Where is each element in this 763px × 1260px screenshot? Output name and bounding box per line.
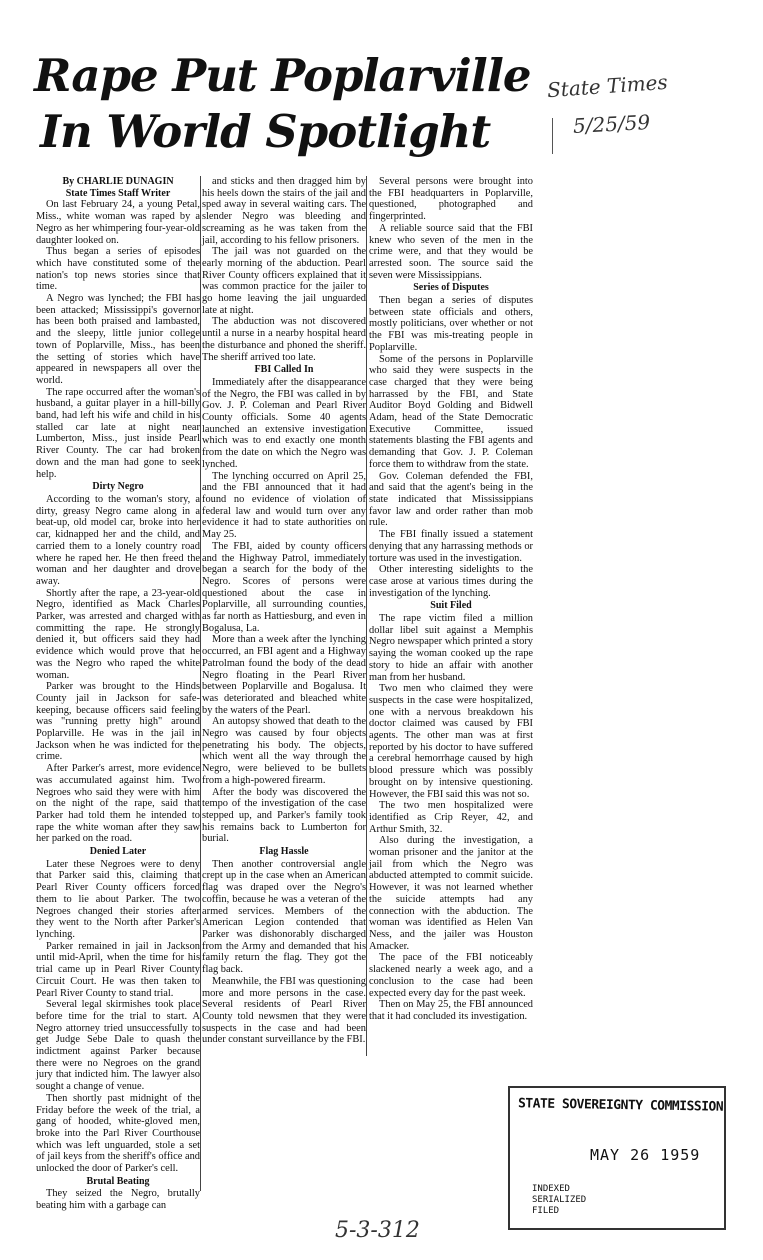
section-subhead: Flag Hassle [259, 846, 309, 858]
article-paragraph: Several persons were brought into the FBI headquarters in Poplarville, questioned, photographed and fingerprinted. [369, 176, 533, 223]
article-paragraph: The lynching occurred on April 25, and the FBI announced that it had found no evidence of violation of federal law and would turn over any evidence it had to state authorities on May 25. [202, 470, 366, 541]
article-paragraph: Then on May 25, the FBI announced that it had concluded its investigation. [369, 999, 533, 1022]
article-paragraph: Other interesting sidelights to the case arose at various times during the investigation of the lynching. [369, 564, 533, 599]
article-paragraph: Shortly after the rape, a 23-year-old Negro, identified as Mack Charles Parker, was arrested and charged with committing the rape. He strongly denied it, but officers said they had evidence which would prove that he was the Negro who raped the white woman. [36, 587, 200, 681]
article-paragraph: Several legal skirmishes took place before time for the trial to start. A Negro attorney tried unsuccessfully to get Judge Sebe Dale to quash the indictment against Parker because there were no Negroes on the grand jury that indicted him. The lawyer also sought a change of venue. [36, 999, 200, 1093]
section-subhead: Dirty Negro [92, 481, 144, 493]
article-paragraph: According to the woman's story, a dirty, greasy Negro came along in a beat-up, old model car, broke into her car, kidnapped her and the child, and carried them to a lonely country road where he raped her. He then freed the woman and her daughter and drove away. [36, 493, 200, 587]
section-subhead: Series of Disputes [413, 282, 489, 294]
stamp-item-serialized: SERIALIZED [532, 1195, 587, 1205]
article-column-3 [369, 176, 533, 1023]
article-paragraph: Parker was brought to the Hinds County jail in Jackson for safe-keeping, because officers said feeling was "running pretty high" around Poplarville. He was in the jail in Jackson when he was indicted for the crime. [36, 681, 200, 763]
stamp-item-indexed: INDEXED [532, 1184, 570, 1194]
article-paragraph: They seized the Negro, brutally beating him with a garbage can [36, 1188, 200, 1212]
article-paragraph: The FBI, aided by county officers and the Highway Patrol, immediately began a search for the body of the Negro. Scores of persons were questioned about the case in Poplarville, all surrounding counties, as far north as Hattiesburg, and even in Bogalusa, La. [202, 540, 366, 634]
article-paragraph: Immediately after the disappearance of the Negro, the FBI was called in by Gov. J. P. Coleman and Pearl River County officials. Some 40 agents launched an extensive investigation which was to end exactly one month from the date on which the Negro was lynched. [202, 376, 366, 470]
article-column-2 [202, 176, 366, 1046]
article-paragraph: After the body was discovered the tempo of the investigation of the case stepped up, and Parker's family took his remains back to Lumberton for burial. [202, 786, 366, 845]
column-rule [200, 176, 201, 1191]
article-paragraph: Also during the investigation, a woman prisoner and the janitor at the jail from which the Negro was abducted attempted to commit suicide. However, it was not learned whether the suicide attempts had any connection with the abduction. The woman was identified as Helen Van Ness, and the jailer was Houston Amacker. [369, 835, 533, 952]
article-paragraph: The pace of the FBI noticeably slackened nearly a week ago, and a conclusion to the case had been expected every day for the past week. [369, 952, 533, 999]
headline-line-1: Rape Put Poplarville [34, 49, 531, 102]
article-paragraph: The two men hospitalized were identified as Crip Reyer, 42, and Arthur Smith, 32. [369, 800, 533, 835]
article-paragraph: The jail was not guarded on the early morning of the abduction. Pearl River County officers explained that it was common practice for the jailer to go home leaving the jail unguarded late at night. [202, 246, 366, 316]
section-subhead: Suit Filed [430, 600, 472, 612]
article-paragraph: Then began a series of disputes between state officials and others, mostly politicians, over whether or not the FBI was mis-treating people in Poplarville. [369, 295, 533, 353]
article-paragraph: A Negro was lynched; the FBI has been attacked; Mississippi's governor has been both praised and lambasted, and the sleepy, little junior college town of Poplarville, Miss., has been the setting of stories which have appeared in newspapers all over the world. [36, 293, 200, 386]
column-rule [366, 176, 367, 1056]
margin-mark [552, 118, 553, 154]
article-paragraph: Then shortly past midnight of the Friday before the week of the trial, a gang of hooded, white-gloved men, broke into the Parl River Courthouse which was left unguarded, stole a set of jail keys from the sheriff's office and unlocked the door of Parker's cell. [36, 1092, 200, 1175]
commission-stamp [508, 1086, 726, 1230]
article-paragraph: The rape victim filed a million dollar libel suit against a Memphis Negro newspaper which printed a story saying the woman cooked up the rape story to hide an affair with another man from her husband. [369, 613, 533, 683]
article-paragraph: An autopsy showed that death to the Negro was caused by four objects penetrating his body. The objects, which went all the way through the Negro, were believed to be bullets from a high-powered firearm. [202, 716, 366, 786]
section-subhead: FBI Called In [254, 364, 314, 376]
article-paragraph: Parker remained in jail in Jackson until mid-April, when the time for his trial came up in Pearl River County Circuit Court. He was then taken to Pearl River County to stand trial. [36, 940, 200, 999]
stamp-date: MAY 26 1959 [590, 1146, 701, 1164]
article-paragraph: The rape occurred after the woman's husband, a guitar player in a hill-billy band, had left his wife and child in his stalled car late at night near Lumberton, Miss., just inside Pearl River County. The car had broken down and the man had gone to seek help. [36, 386, 200, 480]
article-paragraph: More than a week after the lynching occurred, an FBI agent and a Highway Patrolman found the body of the dead Negro floating in the Pearl River between Poplarville and Bogalusa. It was deteriorated and bleached white by the waters of the Pearl. [202, 634, 366, 716]
article-paragraph: Later these Negroes were to deny that Parker said this, claiming that Pearl River County officers forced them to lie about Parker. The two Negroes changed their stories after they went to the North after Parker's lynching. [36, 858, 200, 940]
byline-role: State Times Staff Writer [65, 187, 171, 199]
article-paragraph: On last February 24, a young Petal, Miss., white woman was raped by a Negro as her whimpering four-year-old daughter looked on. [36, 199, 200, 246]
article-paragraph: Then another controversial angle crept up in the case when an American flag was draped over the Negro's coffin, because he was a veteran of the armed services. Members of the American Legion contended that Parker was dishonorably discharged from the Army and demanded that his family return the flag. They got the flag back. [202, 858, 366, 976]
article-paragraph: and sticks and then dragged him by his heels down the stairs of the jail and sped away in several waiting cars. The slender Negro was bleeding and screaming as he was taken from the jail, according to his fellow prisoners. [202, 176, 366, 246]
article-paragraph: The abduction was not discovered until a nurse in a nearby hospital heard the disturbance and phoned the sheriff. The sheriff arrived too late. [202, 316, 366, 363]
article-paragraph: A reliable source said that the FBI knew who seven of the men in the crime were, and that they would be arrested soon. The source said the seven were Mississippians. [369, 222, 533, 281]
article-paragraph: Some of the persons in Poplarville who said they were suspects in the case charged that they were being harrassed by the FBI, and State Auditor Boyd Golding and Bidwell Adam, head of the State Democratic Executive Committee, issued statements blasting the FBI agents and demanding that Gov. J. P. Coleman force them to withdraw from the state. [369, 353, 533, 470]
section-subhead: Denied Later [89, 846, 147, 858]
handwritten-source: State Times [546, 69, 669, 103]
article-paragraph: Two men who claimed they were suspects in the case were hospitalized, one with a nervous breakdown his doctor claimed was caused by FBI agents. The other man was at first reported by his doctor to have suffered a cerebral hemorrhage caused by high blood pressure which was possibly brought on by intensive questioning. However, the FBI said this was not so. [369, 683, 533, 800]
handwritten-date: 5/25/59 [572, 109, 651, 139]
article-paragraph: Gov. Coleman defended the FBI, and said that the agent's being in the state indicated that Mississippians favor law and order rather than mob rule. [369, 470, 533, 529]
article-paragraph: The FBI finally issued a statement denying that any harrassing methods or torture was used in the investigation. [369, 529, 533, 564]
article-paragraph: Thus began a series of episodes which have constituted some of the nation's top news stories since that time. [36, 246, 200, 293]
section-subhead: Brutal Beating [86, 1175, 150, 1187]
stamp-item-filed: FILED [532, 1206, 560, 1216]
article-paragraph: After Parker's arrest, more evidence was accumulated against him. Two Negroes who said they were with him on the night of the rape, said that Parker had told them he intended to rape the white woman after they saw her parked on the road. [36, 763, 200, 845]
headline-line-2: In World Spotlight [40, 105, 491, 158]
stamp-title: STATE SOVEREIGNTY COMMISSION [517, 1096, 724, 1115]
byline-author: By CHARLIE DUNAGIN [62, 176, 174, 187]
article-column-1 [36, 176, 200, 1212]
handwritten-file-number: 5-3-312 [335, 1218, 420, 1243]
stamp-list [532, 1184, 586, 1217]
article-paragraph: Meanwhile, the FBI was questioning more and more persons in the case. Several residents of Pearl River County told newsmen that they were suspects in the case and had been under constant surveillance by the FBI. [202, 975, 366, 1046]
